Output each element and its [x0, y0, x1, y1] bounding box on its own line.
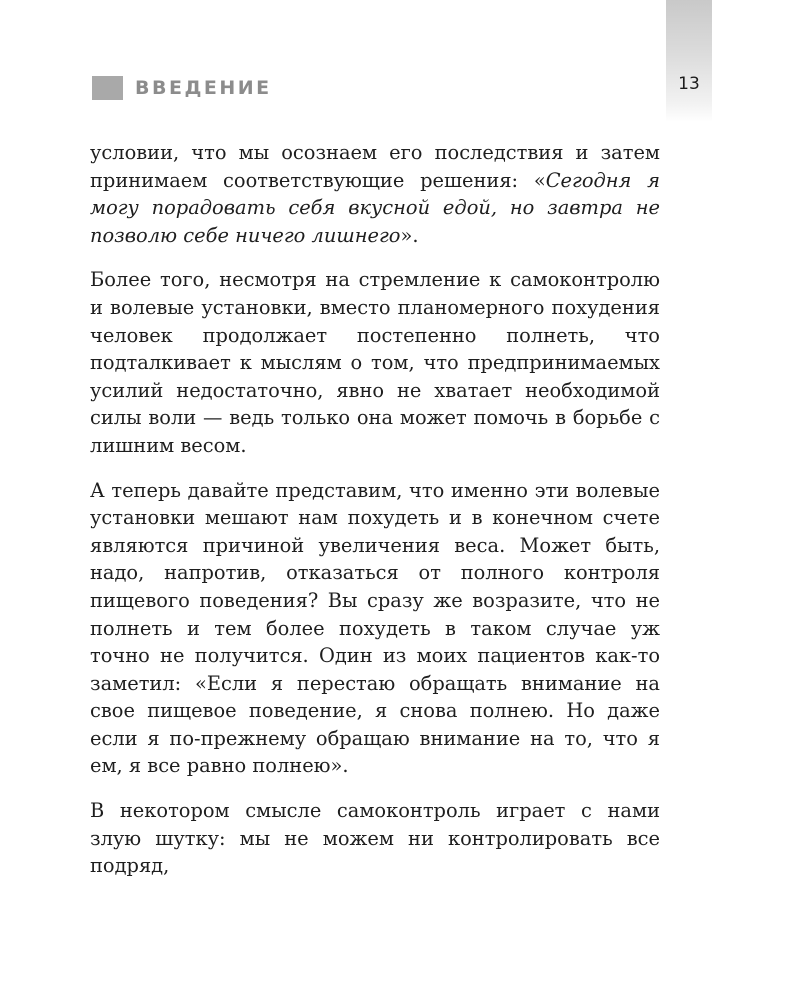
- page-number: 13: [678, 74, 700, 94]
- paragraph-4: В некотором смысле самоконтроль играет с нами злую шутку: мы не можем ни контролировать все подряд,: [90, 799, 660, 878]
- paragraph-1-lead: условии, что мы осознаем его последствия и затем принимаем соответствующие решения: «: [90, 141, 660, 192]
- section-header: [92, 75, 272, 100]
- paragraph-1-tail: ».: [400, 223, 419, 247]
- section-title: ВВЕДЕНИЕ: [135, 76, 272, 99]
- section-marker-square: [92, 76, 123, 100]
- paragraph-1-quote: Сегодня я могу порадовать себя вкусной едой, но завтра не позволю себе ничего лишнего: [90, 168, 660, 247]
- paragraph-3: А теперь давайте представим, что именно эти волевые установки мешают нам похудеть и в конечном счете являются причиной увеличения веса. Может быть, надо, напротив, отказаться от полного контроля пищевого поведения? Вы сразу же возразите, что не полнеть и тем более похудеть в таком случае уж точно не получится. Один из моих пациентов как-то заметил: «Если я перестаю обращать внимание на свое пищевое поведение, я снова полнею. Но даже если я по-прежнему обращаю внимание на то, что я ем, я все равно полнею».: [90, 478, 660, 778]
- paragraph-1: [90, 139, 660, 249]
- paragraph-2: Более того, несмотря на стремление к самоконтролю и волевые установки, вместо планомерного похудения человек продолжает постепенно полнеть, что подталкивает к мыслям о том, что предпринимаемых усилий недостаточно, явно не хватает необходимой силы воли — ведь только она может помочь в борьбе с лишним весом.: [90, 268, 660, 457]
- body-text: [90, 139, 660, 897]
- page-number-tab: [666, 0, 712, 122]
